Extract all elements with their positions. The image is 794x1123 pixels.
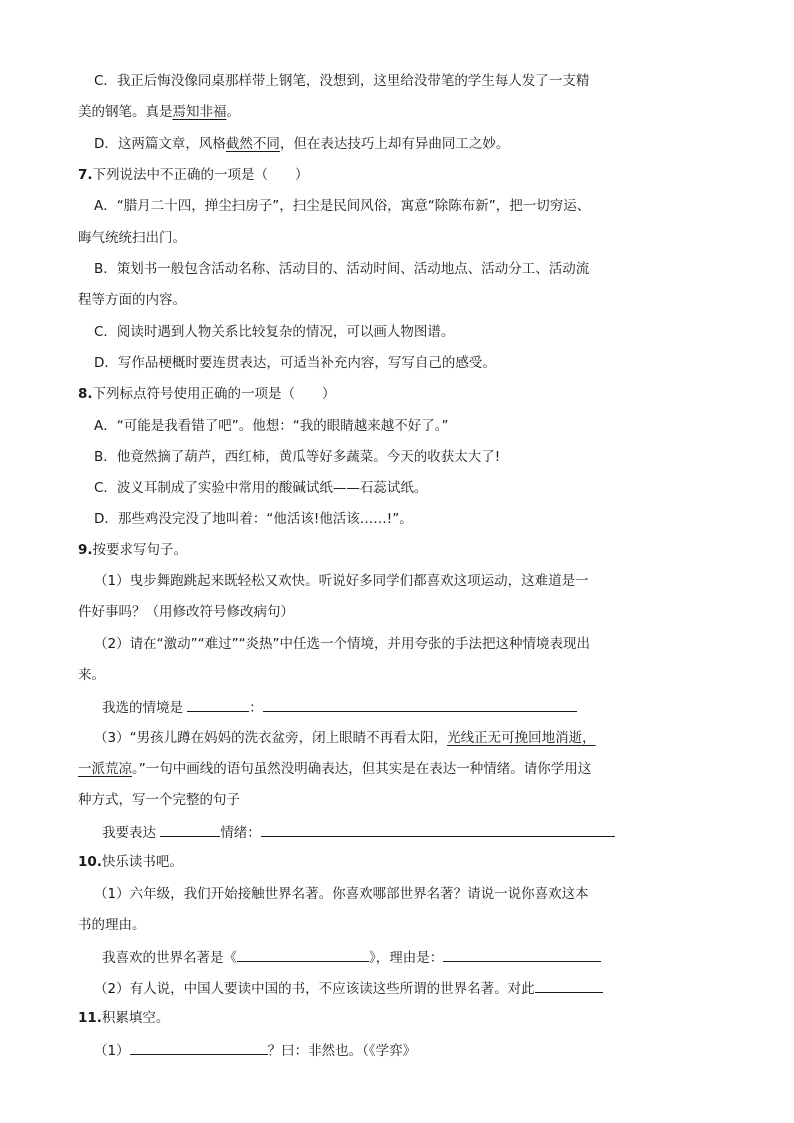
- q11-stem: [78, 1008, 169, 1028]
- q7-option-c: C．阅读时遇到人物关系比较复杂的情况，可以画人物图谱。: [94, 324, 455, 340]
- q9-emotion-blank[interactable]: [160, 821, 220, 837]
- q6-c-underlined-phrase: 焉知非福: [172, 104, 227, 120]
- q9-number: 9.: [78, 542, 93, 558]
- q11-text: 积累填空。: [101, 1010, 170, 1026]
- q9-part3-line2: [78, 759, 591, 779]
- q8-option-b: B．他竟然摘了葫芦，西红柿，黄瓜等好多蔬菜。今天的收获太大了!: [94, 449, 501, 465]
- q10-stem: [78, 852, 183, 872]
- q10-part1-line2: 书的理由。: [78, 917, 146, 933]
- q9-part3-line1: [94, 728, 596, 748]
- q7-option-b-line2: 程等方面的内容。: [78, 292, 186, 308]
- q9-p3-underlined-phrase: 光线正无可挽回地消逝，: [447, 730, 596, 746]
- q9-situation-label: 我选的情境是: [102, 700, 183, 716]
- q9-p3-text-2: 。”一句中画线的语句虽然没明确表达，但其实是在表达一种情绪。请你学用这: [132, 761, 592, 777]
- q9-colon: ：: [249, 700, 263, 716]
- q11-fill-blank[interactable]: [130, 1039, 268, 1055]
- q9-text: 按要求写句子。: [92, 542, 188, 558]
- q10-part2: [94, 977, 603, 997]
- q11-number: 11.: [78, 1010, 102, 1026]
- q6-c-text-end: 。: [226, 104, 240, 120]
- q9-part1-line1: （1）曳步舞跑跳起来既轻松又欢快。听说好多同学们都喜欢这项运动，这难道是一: [94, 573, 589, 589]
- q9-part3-line3: 种方式，写一个完整的句子: [78, 792, 240, 808]
- q6-c-text: 美的钢笔。真是: [78, 104, 173, 120]
- q10-book-title-blank[interactable]: [237, 946, 369, 962]
- q11-part1-text: ？曰：非然也。（《学弈》: [267, 1043, 417, 1059]
- q10-part1-line1: （1）六年级，我们开始接触世界名著。你喜欢哪部世界名著？请说一说你喜欢这本: [94, 886, 589, 902]
- q9-express-label: 我要表达: [102, 825, 156, 841]
- q9-emotion-label: 情绪：: [220, 825, 261, 841]
- q7-option-d: D．写作品梗概时要连贯表达，可适当补充内容，写写自己的感受。: [94, 355, 496, 371]
- q7-option-a-line1: A．“腊月二十四，掸尘扫房子”，扫尘是民间风俗，寓意“除陈布新”，把一切穷运、: [94, 198, 591, 214]
- q6-d-text-end: ，但在表达技巧上却有异曲同工之妙。: [279, 136, 510, 152]
- q10-opinion-blank[interactable]: [535, 977, 603, 993]
- q8-option-c: C．波义耳制成了实验中常用的酸碱试纸——石蕊试纸。: [94, 480, 428, 496]
- q10-text: 快乐读书吧。: [101, 854, 183, 870]
- q9-p3-underlined-phrase-2: 一派荒凉: [78, 761, 132, 777]
- q8-option-a: A．“可能是我看错了吧”。他想：“我的眼睛越来越不好了。”: [94, 418, 449, 434]
- q10-reason-label: 》，理由是：: [369, 950, 444, 966]
- q10-book-label: 我喜欢的世界名著是《: [102, 950, 237, 966]
- q8-option-d: D．那些鸡没完没了地叫着：“他活该!他活该……!”。: [94, 511, 413, 527]
- q6-d-underlined-phrase: 截然不同: [225, 136, 280, 152]
- q7-stem: [78, 165, 309, 185]
- q10-number: 10.: [78, 854, 102, 870]
- q11-part1-label: （1）: [94, 1043, 130, 1059]
- q11-part1: [94, 1039, 416, 1059]
- q8-number: 8.: [78, 386, 93, 402]
- q10-part1-answer: [102, 946, 601, 966]
- q9-exaggeration-answer-blank[interactable]: [263, 696, 577, 712]
- q6-option-d: [94, 134, 509, 154]
- q8-stem: [78, 384, 336, 404]
- q9-sentence-answer-blank[interactable]: [261, 821, 615, 837]
- q9-p3-text: （3）“男孩儿蹲在妈妈的洗衣盆旁，闭上眼睛不再看太阳，: [94, 730, 448, 746]
- q6-d-text: D．这两篇文章，风格: [94, 136, 226, 152]
- q9-part1-line2: 件好事吗？（用修改符号修改病句）: [78, 604, 294, 620]
- q8-text: 下列标点符号使用正确的一项是（ ）: [92, 386, 336, 402]
- q9-part2-answer: [102, 696, 577, 716]
- q9-situation-blank[interactable]: [187, 696, 249, 712]
- q9-part2-line2: 来。: [78, 667, 105, 683]
- q7-option-b-line1: B．策划书一般包含活动名称、活动目的、活动时间、活动地点、活动分工、活动流: [94, 261, 590, 277]
- q7-option-a-line2: 晦气统统扫出门。: [78, 230, 186, 246]
- q7-text: 下列说法中不正确的一项是（ ）: [92, 167, 309, 183]
- q10-reason-blank[interactable]: [443, 946, 601, 962]
- q6-option-c-line1: C．我正后悔没像同桌那样带上钢笔，没想到，这里给没带笔的学生每人发了一支精: [94, 73, 590, 89]
- q9-part3-answer: [102, 821, 615, 841]
- q9-stem: [78, 540, 187, 560]
- q6-option-c-line2: [78, 102, 240, 122]
- q9-part2-line1: （2）请在“激动”“难过”“炎热”中任选一个情境，并用夸张的手法把这种情境表现出: [94, 636, 591, 652]
- q7-number: 7.: [78, 167, 93, 183]
- q10-part2-text: （2）有人说，中国人要读中国的书，不应该读这些所谓的世界名著。对此: [94, 981, 535, 997]
